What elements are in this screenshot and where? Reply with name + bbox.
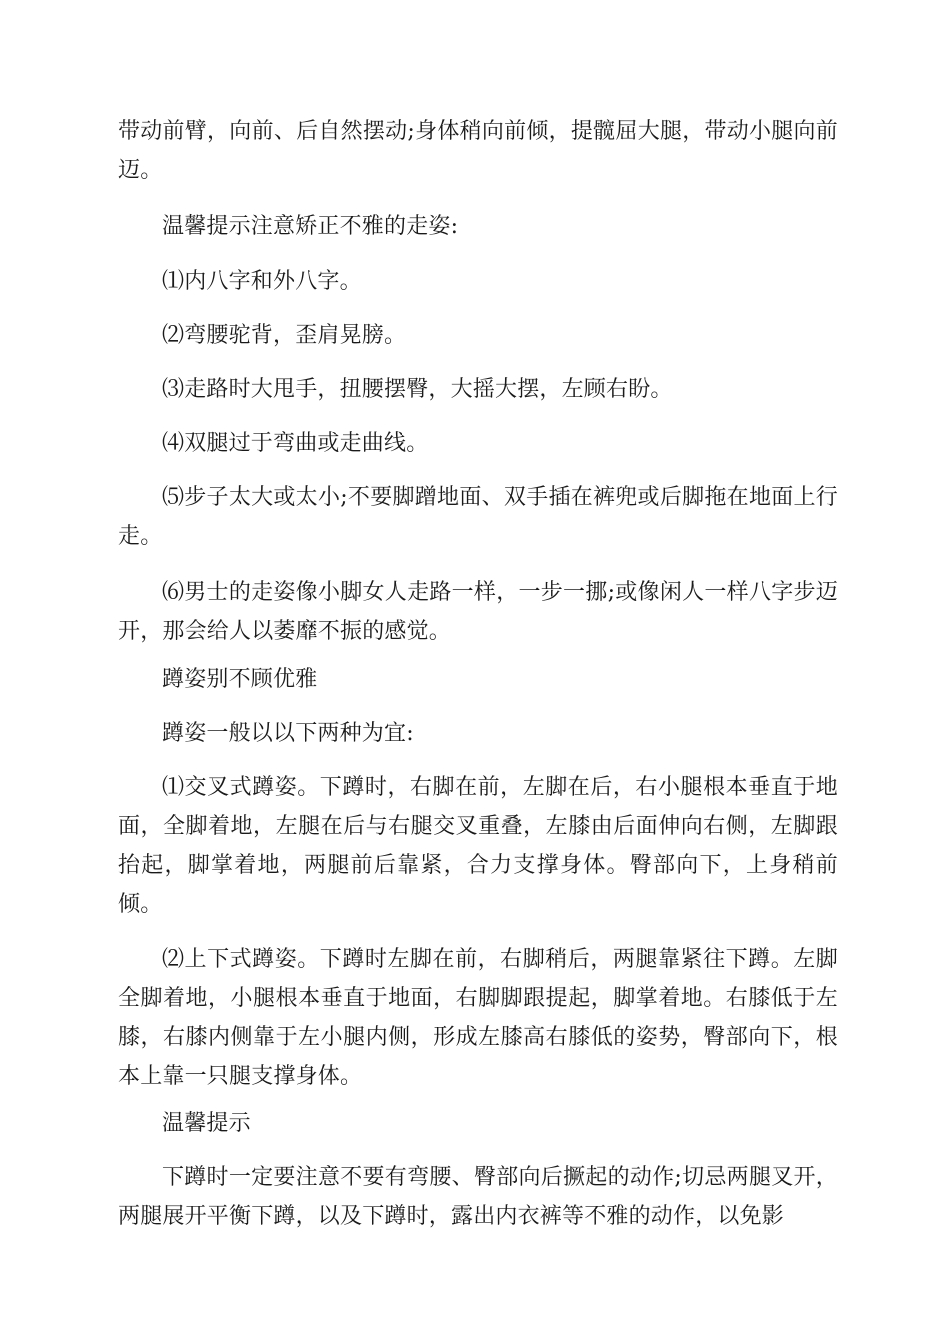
list-item-walk-5 — [118, 478, 838, 556]
squat-tip-heading: 温馨提示 — [162, 1111, 251, 1136]
paragraph-walking-arm-swing: 带动前臂，向前、后自然摆动;身体稍向前倾，提髋屈大腿，带动小腿向前迈。 — [118, 119, 838, 183]
walk-fault-6: ⑹男士的走姿像小脚女人走路一样，一步一挪;或像闲人一样八字步迈开，那会给人以萎靡不振的感觉。 — [118, 580, 838, 644]
list-item-squat-1 — [118, 768, 838, 924]
paragraph-squat-tip-heading — [118, 1104, 838, 1143]
walk-fault-4: ⑷双腿过于弯曲或走曲线。 — [162, 431, 429, 456]
walk-fault-2: ⑵弯腰驼背，歪肩晃膀。 — [162, 323, 407, 348]
list-item-walk-2 — [118, 316, 838, 355]
list-item-walk-4 — [118, 424, 838, 463]
squat-high-low-style: ⑵上下式蹲姿。下蹲时左脚在前，右脚稍后，两腿靠紧往下蹲。左脚全脚着地，小腿根本垂直于地面，右脚脚跟提起，脚掌着地。右膝低于左膝，右膝内侧靠于左小腿内侧，形成左膝高右膝低的姿势，臀部向下，根本上靠一只腿支撑身体。 — [118, 947, 838, 1089]
list-item-walk-1 — [118, 262, 838, 301]
walking-tip-heading: 温馨提示注意矫正不雅的走姿: — [162, 214, 459, 239]
paragraph-continuation — [118, 112, 838, 190]
list-item-squat-2 — [118, 940, 838, 1096]
squat-section-title: 蹲姿别不顾优雅 — [162, 667, 318, 692]
list-item-walk-6 — [118, 573, 838, 651]
walk-fault-3: ⑶走路时大甩手，扭腰摆臀，大摇大摆，左顾右盼。 — [162, 377, 673, 402]
squat-intro: 蹲姿一般以以下两种为宜: — [162, 721, 414, 746]
section-heading-squat — [118, 660, 838, 699]
paragraph-walk-tip — [118, 207, 838, 246]
list-item-walk-3 — [118, 370, 838, 409]
squat-cross-style: ⑴交叉式蹲姿。下蹲时，右脚在前，左脚在后，右小腿根本垂直于地面，全脚着地，左腿在后与右腿交叉重叠，左膝由后面伸向右侧，左脚跟抬起，脚掌着地，两腿前后靠紧，合力支撑身体。臀部向下，上身稍前倾。 — [118, 775, 838, 917]
squat-tip-body: 下蹲时一定要注意不要有弯腰、臀部向后撅起的动作;切忌两腿叉开，两腿展开平衡下蹲，以及下蹲时，露出内衣裤等不雅的动作，以免影 — [118, 1165, 838, 1229]
walk-fault-5: ⑸步子太大或太小;不要脚蹭地面、双手插在裤兜或后脚拖在地面上行走。 — [118, 485, 838, 549]
walk-fault-1: ⑴内八字和外八字。 — [162, 269, 362, 294]
paragraph-squat-tip — [118, 1158, 838, 1236]
paragraph-squat-intro — [118, 714, 838, 753]
